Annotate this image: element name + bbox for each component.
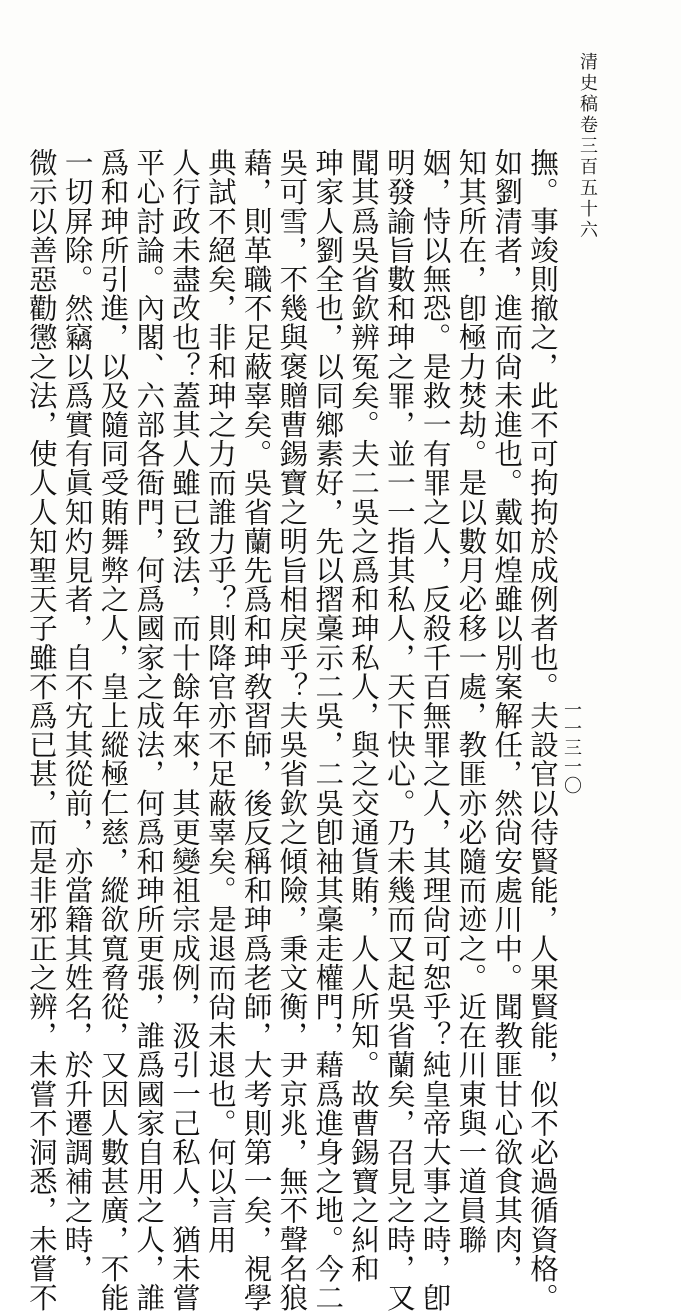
text-column: 明發諭旨數和珅之罪，並一一指其私人，天下快心。乃未幾而又起吳省蘭矣，召見之時，又 — [382, 148, 416, 1312]
text-column: 典試不絕矣，非和珅之力而誰力乎？則降官亦不足蔽辜矣。是退而尙未退也。何以言用 — [203, 148, 237, 1254]
text-column: 吳可雪，不幾與褒贈曹錫寶之明旨相戾乎？夫吳省欽之傾險，秉文衡，尹京兆，無不聲名狼 — [275, 148, 309, 1312]
page-number: 一一三一〇 — [561, 700, 582, 795]
text-column: 如劉清者，進而尙未進也。戴如煌雖以別案解任，然尙安處川中。聞教匪甘心欲食其肉， — [490, 148, 524, 1283]
text-column: 微示以善惡勸懲之法，使人人知聖天子雖不爲已甚，而是非邪正之辨，未嘗不洞悉，未嘗不 — [24, 148, 58, 1312]
text-column: 姻，恃以無恐。是救一有罪之人，反殺千百無罪之人，其理尙可恕乎？純皇帝大事之時，卽 — [418, 148, 452, 1312]
text-column: 撫。事竣則撤之，此不可拘拘於成例者也。夫設官以待賢能，人果賢能，似不必過循資格。 — [526, 148, 559, 1312]
running-header-title: 清史稿卷三百五十六 — [577, 52, 598, 241]
text-column: 聞其爲吳省欽辨冤矣。夫二吳之爲和珅私人，與之交通貨賄，人人所知。故曹錫寶之糾和 — [347, 148, 381, 1283]
text-column: 藉，則革職不足蔽辜矣。吳省蘭先爲和珅敎習師，後反稱和珅爲老師，大考則第一矣，視學 — [239, 148, 273, 1312]
text-column: 平心討論。內閣、六部各衙門，何爲國家之成法，何爲和珅所更張，誰爲國家自用之人，誰 — [132, 148, 166, 1312]
text-column: 爲和珅所引進，以及隨同受賄舞弊之人，皇上縱極仁慈，縱欲寬脅從，又因人數甚廣，不能 — [96, 148, 130, 1312]
text-column: 人行政未盡改也？蓋其人雖已致法，而十餘年來，其更變祖宗成例，汲引一己私人，猶未嘗 — [168, 148, 202, 1312]
body-text — [24, 148, 560, 1312]
text-column: 一切屏除。然竊以爲實有眞知灼見者，自不宄其從前，亦當籍其姓名，於升遷調補之時， — [60, 148, 94, 1283]
text-column: 珅家人劉全也，以同鄉素好，先以摺稾示二吳，二吳卽袖其稾走權門，藉爲進身之地。今二 — [311, 148, 345, 1312]
text-column: 知其所在，卽極力焚劫。是以數月必移一處，教匪亦必隨而迹之。近在川東與一道員聯 — [454, 148, 488, 1254]
